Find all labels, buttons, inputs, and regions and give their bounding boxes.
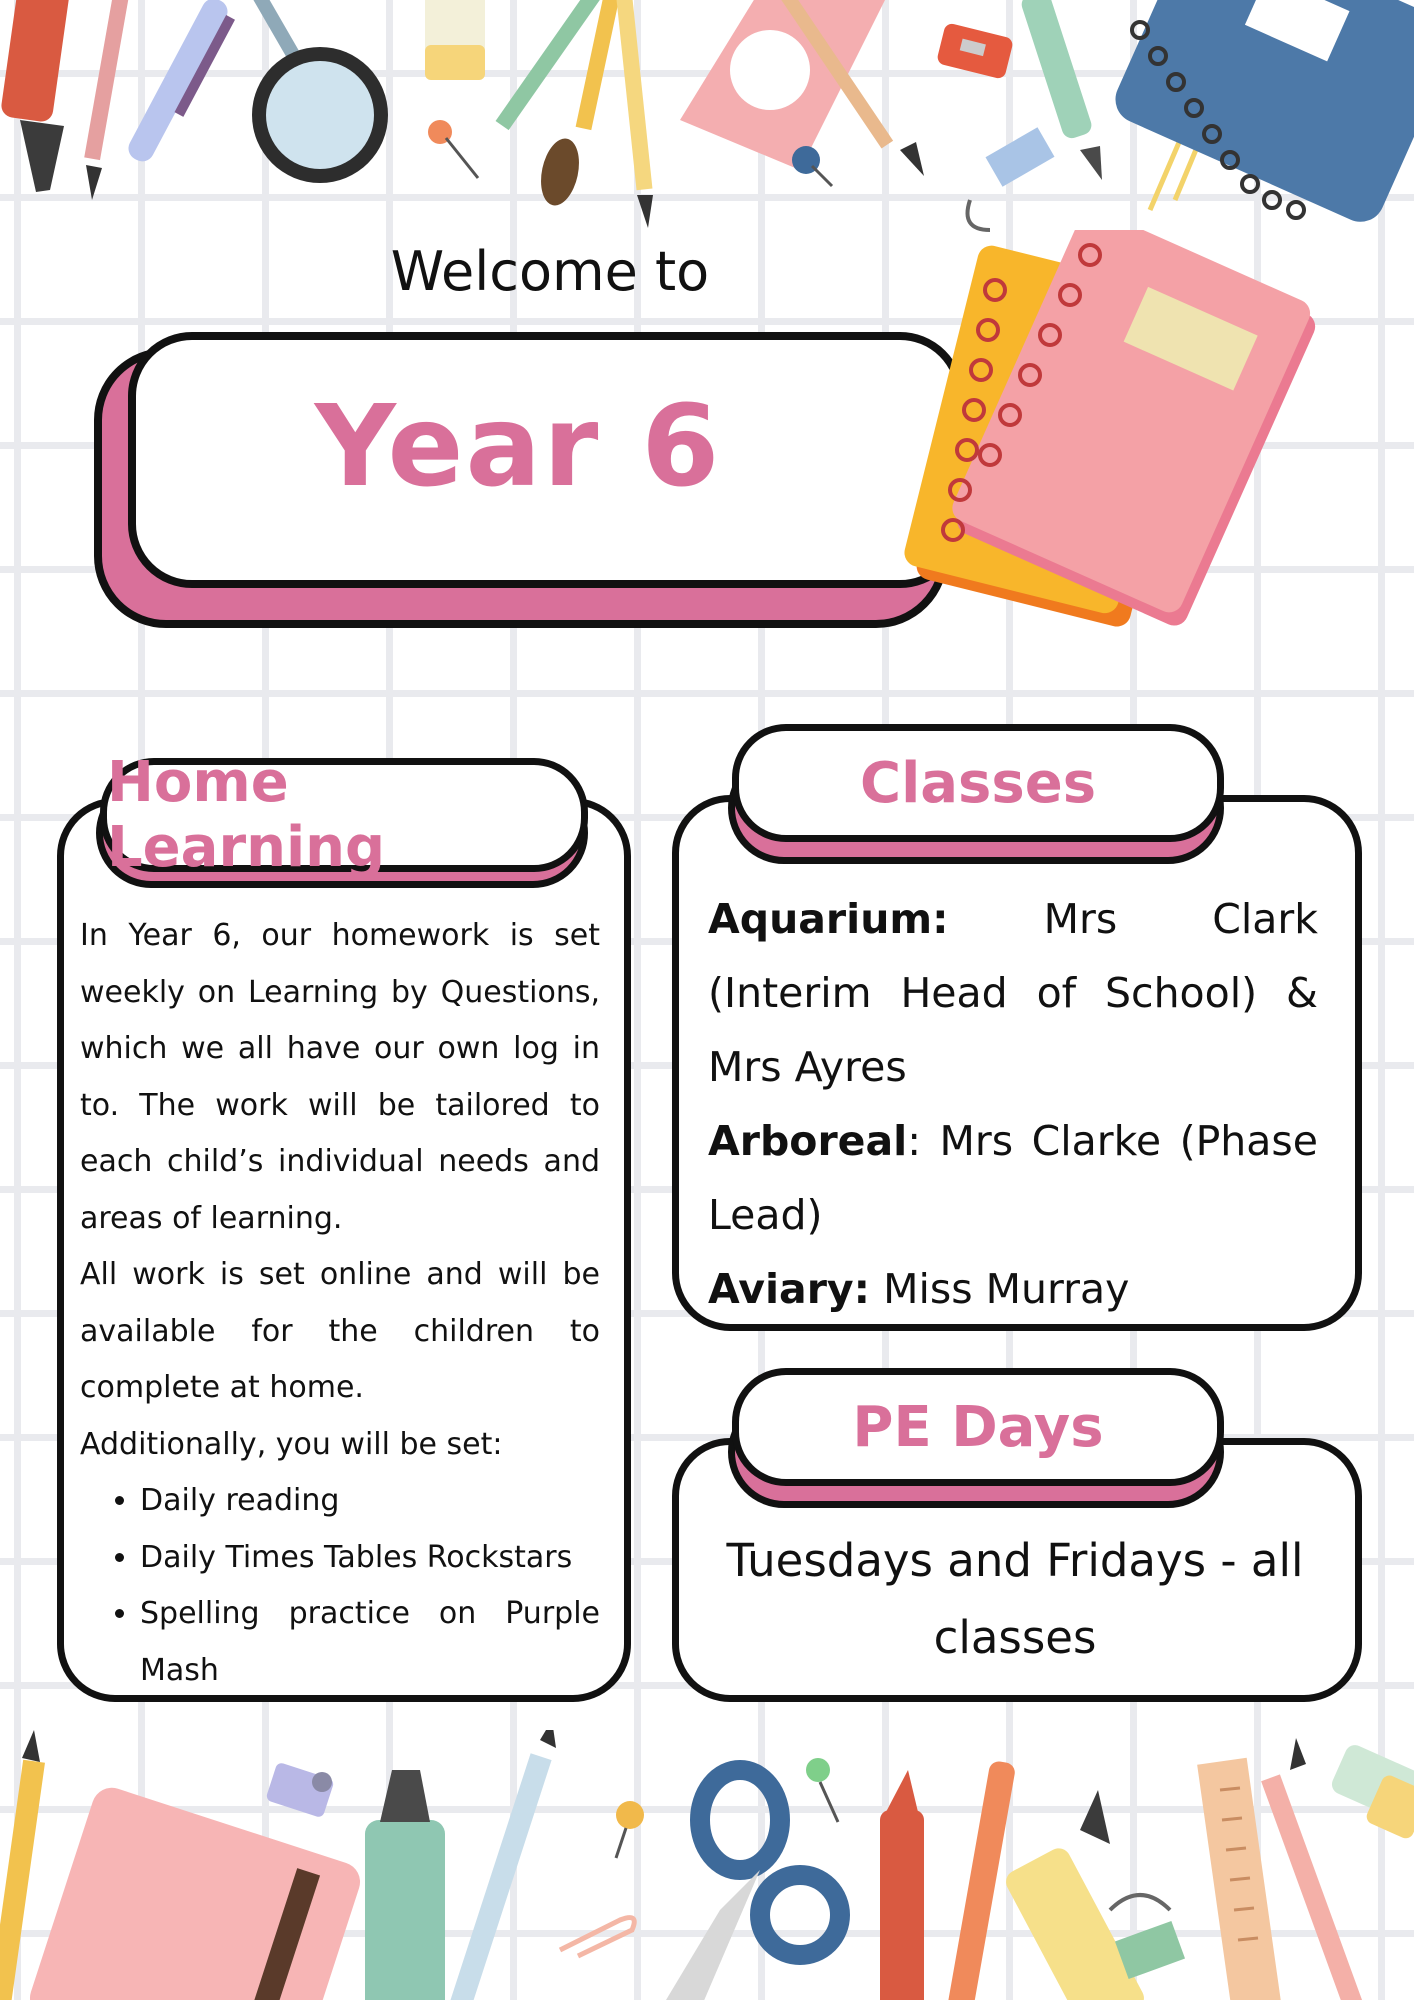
pencil-blue-icon [447,1730,556,2000]
pen-orange-icon [946,1760,1017,2000]
welcome-text: Welcome to [390,240,710,303]
home-learning-heading: Home Learning [100,758,588,872]
crayon-red-icon [880,1770,924,2000]
class-entry-aviary [708,1252,1318,1326]
class-entry-arboreal [708,1104,1318,1252]
pen-icon [124,0,235,166]
binder-clip-icon [968,127,1055,230]
paintbrush-icon [535,0,622,209]
class-name: Aviary: [708,1265,871,1313]
list-item: • Daily Times Tables Rockstars [140,1530,600,1587]
eraser-icon [1329,1742,1414,1841]
pin-green-icon [806,1758,838,1822]
pencil-icon [84,0,129,200]
class-separator: : [907,1117,922,1165]
stationery-decoration-top [0,0,1414,260]
eraser-icon [425,0,485,80]
sharpener-icon [265,1762,334,1819]
scissors-icon [660,1770,840,2000]
sharpener-icon [936,22,1014,80]
magnifier-icon [248,0,388,183]
highlighter-icon [0,0,71,192]
pe-days-heading: PE Days [732,1368,1224,1486]
pencil-yellow-icon [616,0,653,228]
paperclip-icon [560,1918,634,1956]
home-learning-paragraph: In Year 6, our homework is set weekly on Learning by Questions, which we all have our own log in to. The work will be tailored to each child’s individual needs and areas of learning. [80,918,600,1236]
pe-days-text: Tuesdays and Fridays - all classes [726,1534,1304,1664]
page-title: Year 6 [314,382,722,512]
class-teachers: Miss Murray [883,1265,1130,1313]
pencil-yellow-icon [0,1730,45,2000]
home-learning-body [80,908,600,1699]
classes-heading: Classes [732,724,1224,842]
pushpin-icon [616,1801,644,1858]
list-item: • Spelling practice on Purple Mash [140,1586,600,1699]
notebooks-icon [890,230,1330,670]
class-teachers: Mrs Clarke (Phase Lead) [708,1117,1318,1239]
class-name: Aquarium: [708,895,949,943]
stationery-decoration-bottom [0,1730,1414,2000]
home-learning-paragraph: All work is set online and will be available for the children to complete at home. [80,1257,600,1405]
protractor-icon [680,0,890,170]
class-teachers: Mrs Clark (Interim Head of School) & Mrs Ayres [708,895,1318,1091]
marker-green-icon [365,1770,445,2000]
pushpin-icon [792,146,832,186]
home-learning-paragraph: Additionally, you will be set: [80,1426,503,1462]
class-name: Arboreal [708,1117,908,1165]
home-learning-list [80,1473,600,1699]
classes-list [708,882,1318,1326]
pin-icon [428,120,478,178]
class-entry-aquarium [708,882,1318,1104]
list-item: • Daily reading [140,1473,600,1530]
